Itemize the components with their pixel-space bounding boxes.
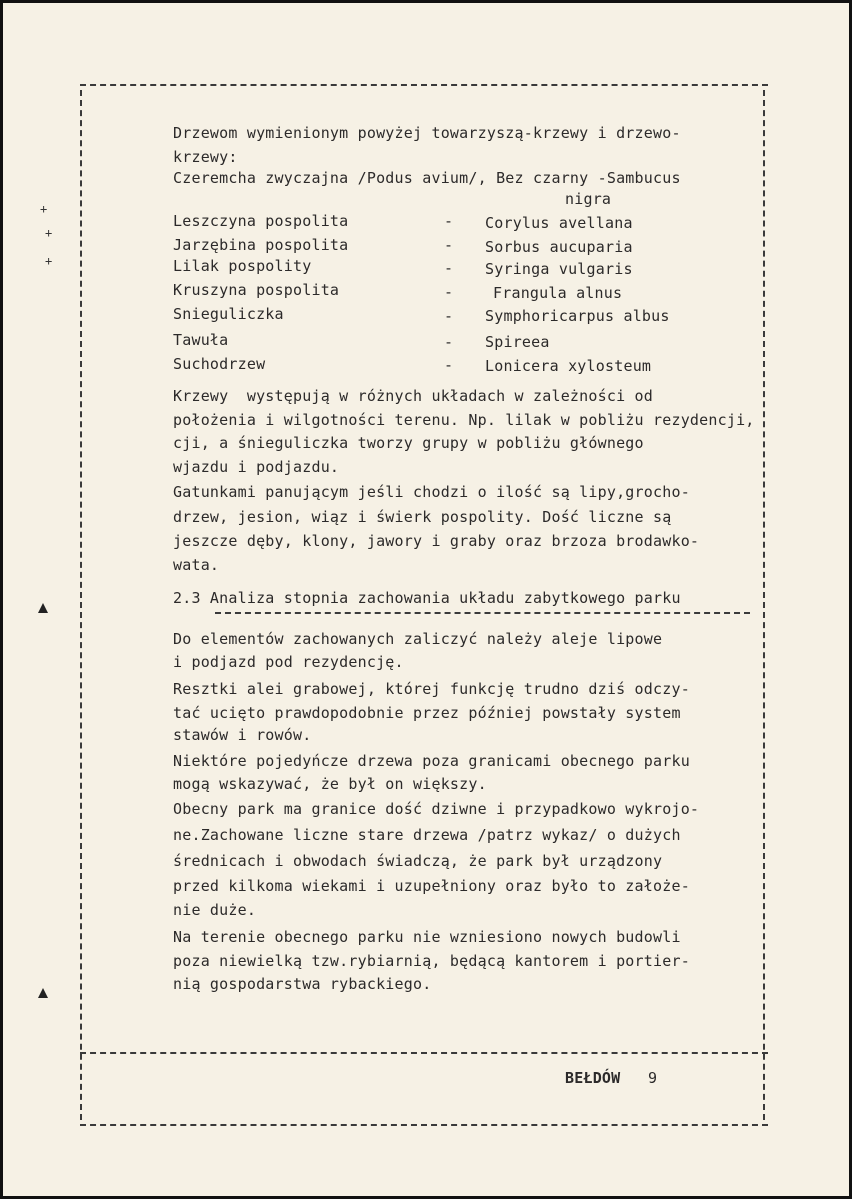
species-dash: - [444,236,454,254]
species-polish-name: Jarzębina pospolita [173,236,349,254]
species-latin-name: Symphoricarpus albus [485,307,670,325]
margin-triangle [38,603,48,613]
paragraph-line: tać ucięto prawdopodobnie przez później powstały system [173,704,681,722]
species-dash: - [444,333,454,351]
paragraph-line: nie duże. [173,901,257,919]
paragraph-line: Na terenie obecnego parku nie wzniesiono nowych budowli [173,928,681,946]
species-latin-name: Lonicera xylosteum [485,357,652,375]
species-dash: - [444,283,454,301]
intro-line: Czeremcha zwyczajna /Podus avium/, Bez czarny -Sambucus [173,169,681,187]
frame-left [80,90,82,1120]
species-polish-name: Tawuła [173,331,229,349]
species-latin-name: Sorbus aucuparia [485,238,633,256]
paragraph-line: Resztki alei grabowej, której funkcję trudno dziś odczy- [173,680,690,698]
species-dash: - [444,307,454,325]
species-dash: - [444,356,454,374]
paragraph-line: wata. [173,556,220,574]
frame-top [80,84,768,86]
species-latin-name: Syringa vulgaris [485,260,633,278]
intro-line: nigra [565,190,612,208]
paragraph-line: cji, a śnieguliczka tworzy grupy w pobliżu głównego [173,434,644,452]
species-polish-name: Snieguliczka [173,305,284,323]
footer-place: BEŁDÓW [565,1069,621,1087]
species-polish-name: Suchodrzew [173,355,266,373]
page-number: 9 [648,1069,658,1087]
species-dash: - [444,212,454,230]
paragraph-line: Do elementów zachowanych zaliczyć należy aleje lipowe [173,630,663,648]
paragraph-line: Krzewy występują w różnych układach w zależności od [173,387,653,405]
section-heading: 2.3 Analiza stopnia zachowania układu zabytkowego parku [173,589,681,607]
margin-mark: + [40,202,48,216]
species-polish-name: Kruszyna pospolita [173,281,340,299]
paragraph-line: wjazdu i podjazdu. [173,458,340,476]
paragraph-line: poza niewielką tzw.rybiarnią, będącą kantorem i portier- [173,952,690,970]
paragraph-line: położenia i wilgotności terenu. Np. lilak w pobliżu rezydencji, [173,411,755,429]
paragraph-line: Gatunkami panującym jeśli chodzi o ilość są lipy,grocho- [173,483,690,501]
margin-triangle [38,988,48,998]
paragraph-line: Niektóre pojedyńcze drzewa poza granicami obecnego parku [173,752,690,770]
footer-frame-bottom [80,1124,768,1126]
paragraph-line: stawów i rowów. [173,726,312,744]
paragraph-line: przed kilkoma wiekami i uzupełniony oraz było to założe- [173,877,690,895]
paragraph-line: nią gospodarstwa rybackiego. [173,975,432,993]
paragraph-line: i podjazd pod rezydencję. [173,653,404,671]
species-latin-name: Corylus avellana [485,214,633,232]
intro-line: krzewy: [173,148,238,166]
frame-right [763,90,765,1120]
margin-mark: + [45,254,53,268]
paragraph-line: ne.Zachowane liczne stare drzewa /patrz wykaz/ o dużych [173,826,681,844]
paragraph-line: jeszcze dęby, klony, jawory i graby oraz brzoza brodawko- [173,532,700,550]
species-dash: - [444,259,454,277]
species-latin-name: Frangula alnus [493,284,623,302]
intro-line: Drzewom wymienionym powyżej towarzyszą-krzewy i drzewo- [173,124,681,142]
paragraph-line: Obecny park ma granice dość dziwne i przypadkowo wykrojo- [173,800,700,818]
frame-bottom [80,1052,768,1054]
species-latin-name: Spireea [485,333,550,351]
species-polish-name: Lilak pospolity [173,257,312,275]
section-heading-underline [215,612,750,614]
species-polish-name: Leszczyna pospolita [173,212,349,230]
paragraph-line: średnicach i obwodach świadczą, że park był urządzony [173,852,663,870]
margin-mark: + [45,226,53,240]
paragraph-line: mogą wskazywać, że był on większy. [173,775,487,793]
paragraph-line: drzew, jesion, wiąz i świerk pospolity. Dość liczne są [173,508,672,526]
